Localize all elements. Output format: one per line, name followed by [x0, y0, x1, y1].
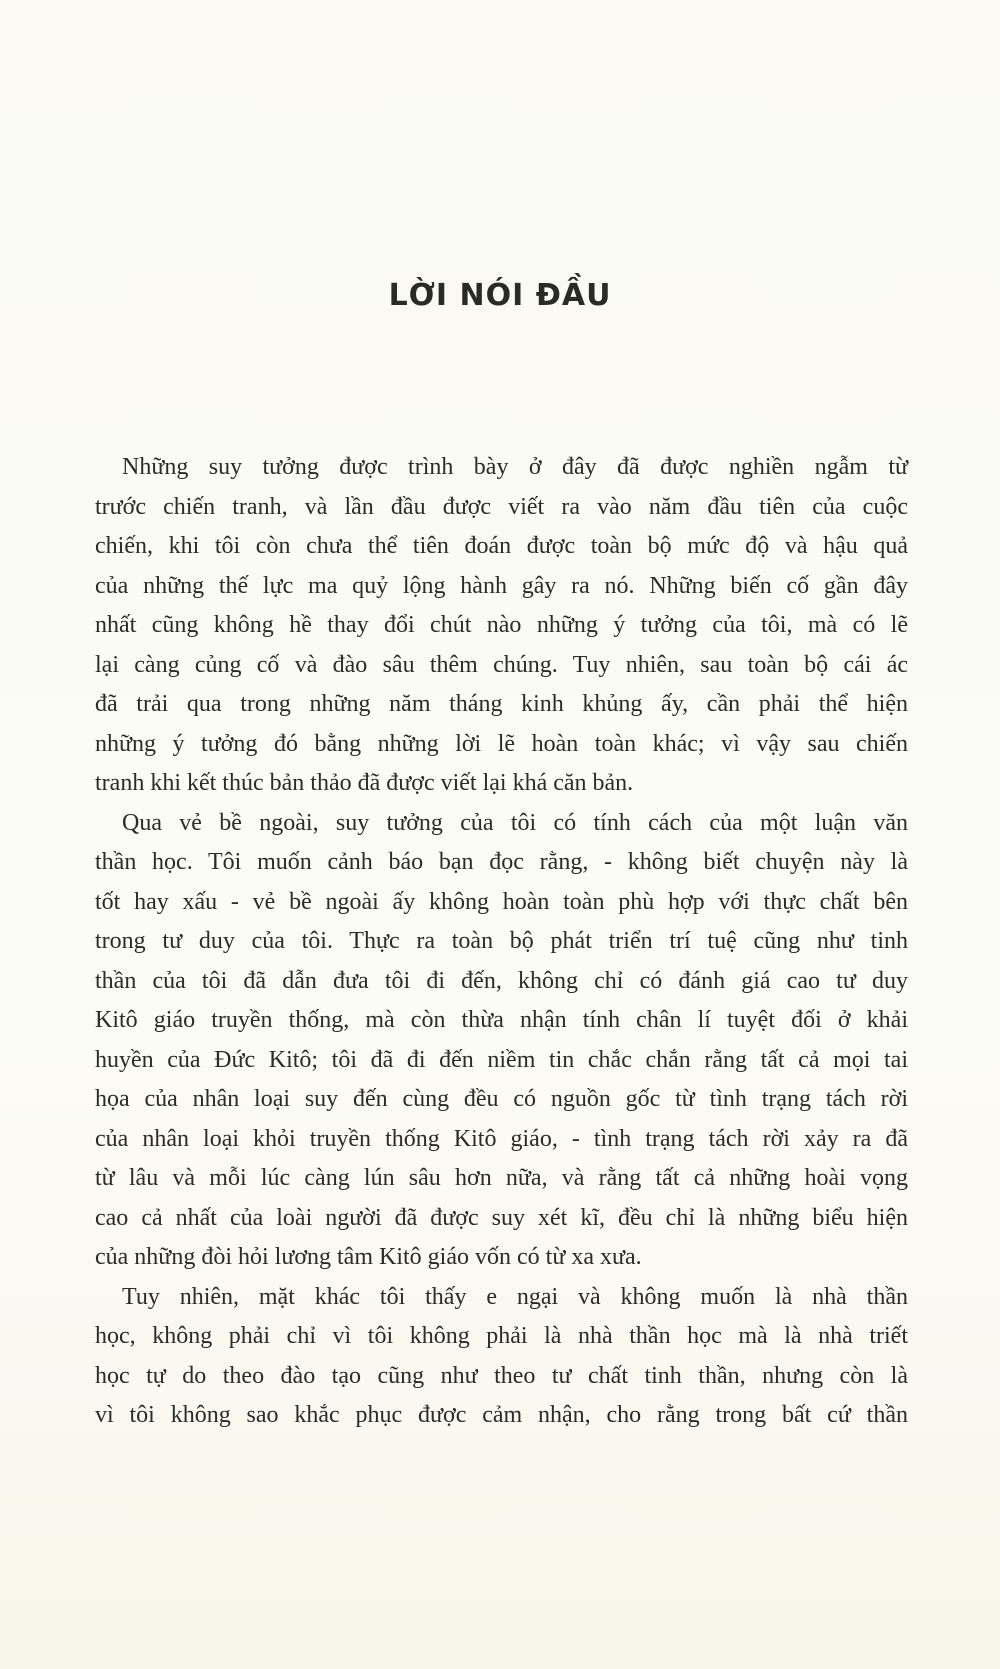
text-line: họa của nhân loại suy đến cùng đều có nguồn gốc từ tình trạng tách rời [95, 1086, 908, 1112]
text-line: Kitô giáo truyền thống, mà còn thừa nhận tính chân lí tuyệt đối ở khải [95, 1007, 908, 1033]
text-line: thần học. Tôi muốn cảnh báo bạn đọc rằng, - không biết chuyện này là [95, 849, 908, 875]
text-line: lại càng củng cố và đào sâu thêm chúng. Tuy nhiên, sau toàn bộ cái ác [95, 651, 908, 678]
text-line: cao cả nhất của loài người đã được suy xét kĩ, đều chỉ là những biểu hiện [95, 1204, 908, 1231]
text-line: chiến, khi tôi còn chưa thể tiên đoán được toàn bộ mức độ và hậu quả [95, 533, 908, 559]
text-line: tranh khi kết thúc bản thảo đã được viết lại khá căn bản. [95, 770, 634, 796]
text-line: đã trải qua trong những năm tháng kinh khủng ấy, cần phải thể hiện [95, 691, 908, 717]
text-line: nhất cũng không hề thay đổi chút nào những ý tưởng của tôi, mà có lẽ [95, 612, 908, 638]
text-line: Những suy tưởng được trình bày ở đây đã được nghiền ngẫm từ [122, 454, 908, 480]
text-line: vì tôi không sao khắc phục được cảm nhận, cho rằng trong bất cứ thần [95, 1402, 908, 1428]
text-line: huyền của Đức Kitô; tôi đã đi đến niềm tin chắc chắn rằng tất cả mọi tai [95, 1046, 908, 1073]
text-line: những ý tưởng đó bằng những lời lẽ hoàn toàn khác; vì vậy sau chiến [95, 730, 908, 757]
paragraph [95, 448, 908, 804]
paragraph [95, 1278, 908, 1436]
text-line: của những thế lực ma quỷ lộng hành gây ra nó. Những biến cố gần đây [95, 572, 908, 599]
text-line: trước chiến tranh, và lần đầu được viết ra vào năm đầu tiên của cuộc [95, 493, 908, 520]
text-line: Qua vẻ bề ngoài, suy tưởng của tôi có tính cách của một luận văn [122, 809, 908, 836]
text-line: từ lâu và mỗi lúc càng lún sâu hơn nữa, và rằng tất cả những hoài vọng [95, 1165, 908, 1191]
text-line: Tuy nhiên, mặt khác tôi thấy e ngại và không muốn là nhà thần [122, 1283, 908, 1310]
text-line: học, không phải chỉ vì tôi không phải là nhà thần học mà là nhà triết [95, 1323, 908, 1349]
chapter-title: LỜI NÓI ĐẦU [388, 278, 612, 313]
text-line: học tự do theo đào tạo cũng như theo tư chất tinh thần, nhưng còn là [95, 1362, 908, 1389]
text-line: tốt hay xấu - vẻ bề ngoài ấy không hoàn toàn phù hợp với thực chất bên [95, 888, 908, 915]
text-line: của những đòi hỏi lương tâm Kitô giáo vốn có từ xa xưa. [95, 1244, 642, 1270]
text-line: thần của tôi đã dẫn đưa tôi đi đến, không chỉ có đánh giá cao tư duy [95, 967, 908, 994]
text-line: trong tư duy của tôi. Thực ra toàn bộ phát triển trí tuệ cũng như tinh [95, 928, 908, 954]
body-text [95, 448, 908, 1436]
paragraph [95, 804, 908, 1278]
text-line: của nhân loại khỏi truyền thống Kitô giáo, - tình trạng tách rời xảy ra đã [95, 1125, 908, 1152]
